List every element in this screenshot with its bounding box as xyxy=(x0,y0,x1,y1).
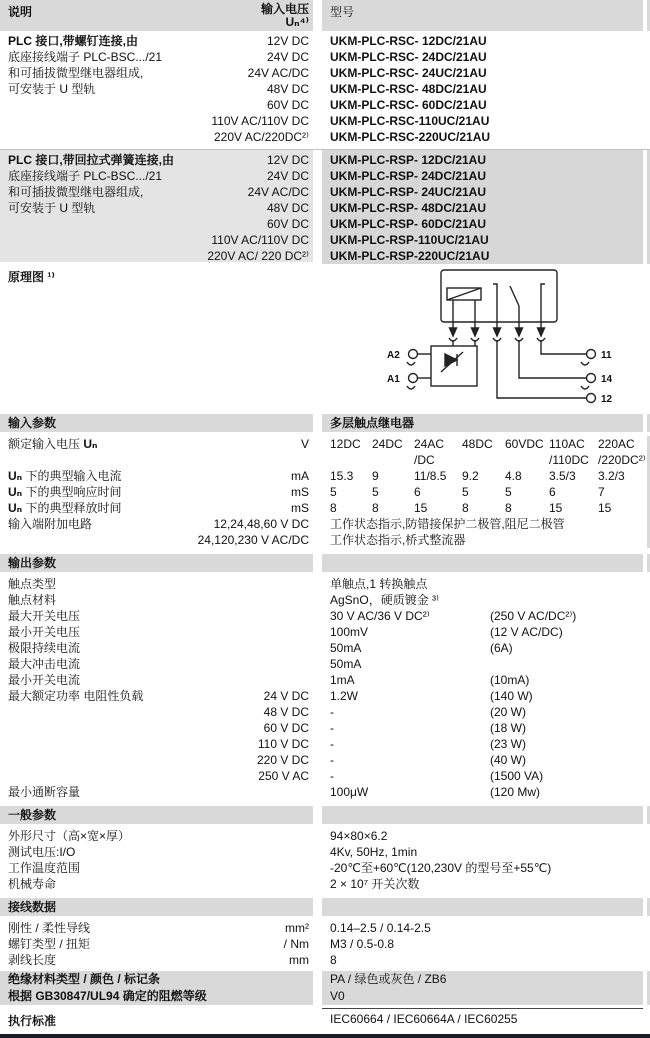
value-row: AgSnO，硬质镀金 ³⁾ xyxy=(330,593,439,607)
param-row: 250 V AC xyxy=(258,769,309,783)
value-row: - (18 W) xyxy=(330,721,526,735)
description-line: 可安装于 U 型轨 xyxy=(8,82,96,96)
param-row: 工作温度范围 xyxy=(8,861,81,875)
value-row: 50mA xyxy=(330,657,362,671)
wiring-data-content xyxy=(0,920,650,968)
value-row: - (40 W) xyxy=(330,753,526,767)
output-params-header-band xyxy=(0,554,650,572)
description-line: 可安装于 U 型轨 xyxy=(8,201,96,215)
value-row: 94×80×6.2 xyxy=(330,829,388,843)
product-group-rsp xyxy=(0,149,650,264)
model-number: UKM-PLC-RSP-220UC/21AU xyxy=(330,249,490,263)
value-row: 8 xyxy=(330,953,337,967)
param-row: 110 V DC xyxy=(257,737,309,751)
param-row xyxy=(0,516,313,532)
insulation-labels xyxy=(0,971,313,1005)
param-row: 最小通断容量 xyxy=(8,785,81,799)
model-number: UKM-PLC-RSC- 48DC/21AU xyxy=(330,82,487,96)
param-row xyxy=(0,468,313,484)
general-values xyxy=(322,828,643,892)
column-gap xyxy=(313,898,322,916)
col-header: 24DC xyxy=(372,437,403,451)
param-row: 触点材料 xyxy=(8,593,57,607)
param-row: 触点类型 xyxy=(8,577,57,591)
value-row: 50mA (6A) xyxy=(330,641,513,655)
column-gap xyxy=(313,554,322,572)
param-value: 24,120,230 V AC/DC xyxy=(197,533,309,547)
wiring-values xyxy=(322,920,643,968)
voltage-value: 48V DC xyxy=(266,201,309,215)
input-params-header-band xyxy=(0,414,650,432)
col-header: 48DC xyxy=(462,437,493,451)
col-header: 12DC xyxy=(330,437,361,451)
param-unit: mS xyxy=(291,485,309,499)
page-bottom-rule xyxy=(0,1034,650,1038)
param-row: 最大冲击电流 xyxy=(8,657,81,671)
input-labels xyxy=(0,436,313,548)
relay-table-row: 15.3 9 11/8.5 9.2 4.8 3.5/3 3.2/3 xyxy=(330,469,625,483)
input-params-content xyxy=(0,436,650,548)
header-left-cell xyxy=(0,0,313,31)
param-row: 外形尺寸（高×宽×厚） xyxy=(8,829,131,843)
schematic-label: 原理图 ¹⁾ xyxy=(8,270,55,284)
param-label: Uₙ 下的典型响应时间 xyxy=(8,485,122,499)
section-title-output-params: 输出参数 xyxy=(0,554,313,572)
voltage-value: 24V DC xyxy=(266,169,309,183)
terminal-label-a2: A2 xyxy=(387,350,400,361)
voltage-value: 60V DC xyxy=(266,98,309,112)
section-title-relay: 多层触点继电器 xyxy=(322,414,643,432)
output-labels xyxy=(0,576,313,800)
model-number: UKM-PLC-RSC- 24UC/21AU xyxy=(330,66,487,80)
param-unit: mA xyxy=(291,469,309,483)
param-row: 220 V DC xyxy=(256,753,309,767)
rsc-description xyxy=(8,33,162,97)
col-header: 24AC /DC xyxy=(414,437,445,467)
relay-table xyxy=(322,436,646,548)
value-row: 单触点,1 转换触点 xyxy=(330,577,428,591)
value-row: 2 × 10⁷ 开关次数 xyxy=(330,877,420,891)
param-row: 最小开关电流 xyxy=(8,673,81,687)
status-note: 工作状态指示,防错接保护二极管,阻尼二极管 xyxy=(330,517,565,531)
column-gap xyxy=(313,806,322,824)
param-row: 绝缘材料类型 / 颜色 / 标记条 xyxy=(8,972,161,986)
voltage-value: 110V AC/110V DC xyxy=(211,114,309,128)
section-bar-right xyxy=(322,806,643,824)
wiring-labels xyxy=(0,920,313,968)
model-number: UKM-PLC-RSC- 60DC/21AU xyxy=(330,98,487,112)
voltage-header-line1: 输入电压 xyxy=(260,2,309,16)
param-row: 60 V DC xyxy=(263,721,309,735)
rsc-model-list xyxy=(322,31,643,145)
param-label: Uₙ 下的典型输入电流 xyxy=(8,469,122,483)
rsc-voltage-list xyxy=(211,33,309,145)
model-number: UKM-PLC-RSC-110UC/21AU xyxy=(330,114,490,128)
value-row: 30 V AC/36 V DC²⁾ (250 V AC/DC²⁾) xyxy=(330,609,577,623)
param-unit: mS xyxy=(291,501,309,515)
param-row: 最大开关电压 xyxy=(8,609,81,623)
voltage-header-line2: Uₙ⁴⁾ xyxy=(285,15,309,29)
section-title-wiring-data: 接线数据 xyxy=(0,898,313,916)
voltage-value: 220V AC/220DC²⁾ xyxy=(214,130,309,144)
value-row: - (1500 VA) xyxy=(330,769,544,783)
terminal-label-12: 12 xyxy=(601,394,613,405)
general-labels xyxy=(0,828,313,892)
column-gap xyxy=(313,0,322,31)
product-group-rsc xyxy=(0,31,650,145)
terminal-label-a1: A1 xyxy=(387,374,400,385)
insulation-values xyxy=(322,971,643,1005)
value-row: M3 / 0.5-0.8 xyxy=(330,937,395,951)
rsp-voltage-list xyxy=(207,152,309,264)
param-row: 机械寿命 xyxy=(8,877,57,891)
column-gap xyxy=(313,436,322,548)
insulation-block xyxy=(0,971,650,1005)
param-unit: V xyxy=(300,437,309,451)
value-row: - (23 W) xyxy=(330,737,526,751)
column-gap xyxy=(313,31,322,145)
voltage-value: 24V AC/DC xyxy=(247,185,309,199)
value-row: 100μW (120 Mw) xyxy=(330,785,541,799)
relay-circuit-diagram xyxy=(383,266,633,406)
col-header: 110AC /110DC xyxy=(549,437,589,467)
col-header: 220AC /220DC²⁾ xyxy=(598,437,646,467)
model-number: UKM-PLC-RSP- 24UC/21AU xyxy=(330,185,487,199)
value-row: 1mA (10mA) xyxy=(330,673,530,687)
param-row xyxy=(0,484,313,500)
column-gap xyxy=(313,920,322,968)
model-number: UKM-PLC-RSP- 12DC/21AU xyxy=(330,153,487,167)
param-row xyxy=(0,532,313,548)
param-value: 12,24,48,60 V DC xyxy=(213,517,309,531)
terminal-label-14: 14 xyxy=(601,374,613,385)
voltage-value: 110V AC/110V DC xyxy=(211,233,309,247)
rsp-description-cell xyxy=(0,150,313,262)
column-gap xyxy=(313,971,322,1005)
value-row: 100mV (12 V AC/DC) xyxy=(330,625,563,639)
value-row: -20℃至+60℃(120,230V 的型号至+55℃) xyxy=(330,861,552,875)
model-number: UKM-PLC-RSC- 24DC/21AU xyxy=(330,50,487,64)
voltage-value: 12V DC xyxy=(266,153,309,167)
param-row: 剥线长度 mm xyxy=(8,953,309,967)
param-row: 最小开关电压 xyxy=(8,625,81,639)
schematic-section xyxy=(0,264,650,408)
voltage-value: 48V DC xyxy=(266,82,309,96)
model-column-header: 型号 xyxy=(330,5,355,19)
value-row: PA / 绿色或灰色 / ZB6 xyxy=(330,972,447,986)
model-number: UKM-PLC-RSP- 48DC/21AU xyxy=(330,201,487,215)
column-gap xyxy=(313,150,322,264)
param-row: 48 V DC xyxy=(263,705,309,719)
voltage-column-header xyxy=(261,3,309,29)
model-number: UKM-PLC-RSP-110UC/21AU xyxy=(330,233,489,247)
rsc-description-cell xyxy=(0,31,313,143)
value-row: 4Kv, 50Hz, 1min xyxy=(330,845,418,859)
voltage-value: 60V DC xyxy=(266,217,309,231)
value-row: - (20 W) xyxy=(330,705,526,719)
voltage-value: 220V AC/ 220 DC²⁾ xyxy=(207,249,309,263)
voltage-value: 24V DC xyxy=(266,50,309,64)
value-row: V0 xyxy=(330,989,345,1003)
status-note: 工作状态指示,桥式整流器 xyxy=(330,533,466,547)
description-line: PLC 接口,带螺钉连接,由 xyxy=(8,34,139,48)
terminal-label-11: 11 xyxy=(601,350,612,361)
param-row xyxy=(0,500,313,516)
relay-table-row: 5 5 6 5 5 6 7 xyxy=(330,485,605,499)
model-column-header-cell xyxy=(322,0,643,31)
relay-table-header xyxy=(330,436,646,468)
param-row xyxy=(0,436,313,468)
standards-value: IEC60664 / IEC60664A / IEC60255 xyxy=(322,1008,643,1032)
col-header: 60VDC xyxy=(505,437,544,451)
description-line: PLC 接口,带回拉式弹簧连接,由 xyxy=(8,153,175,167)
relay-table-row: 8 8 15 8 8 15 15 xyxy=(330,501,612,515)
param-label: 额定输入电压 Uₙ xyxy=(8,437,98,451)
model-number: UKM-PLC-RSP- 60DC/21AU xyxy=(330,217,487,231)
param-label: Uₙ 下的典型释放时间 xyxy=(8,501,122,515)
section-title-standards: 执行标准 xyxy=(8,1014,57,1028)
description-line: 和可插拔微型继电器组成, xyxy=(8,66,144,80)
description-line: 底座接线端子 PLC-BSC.../21 xyxy=(8,169,163,183)
param-row: 最大额定功率 电阻性负载 24 V DC xyxy=(8,689,309,703)
param-row: 极限持续电流 xyxy=(8,641,81,655)
section-bar-right xyxy=(322,898,643,916)
section-title-input-params: 输入参数 xyxy=(0,414,313,432)
column-gap xyxy=(313,576,322,800)
wiring-data-header-band xyxy=(0,898,650,916)
rsp-model-list xyxy=(322,150,643,264)
param-label: 输入端附加电路 xyxy=(8,517,93,531)
voltage-value: 24V AC/DC xyxy=(247,66,309,80)
rsp-description xyxy=(8,152,174,216)
param-row: 测试电压:I/O xyxy=(8,845,76,859)
general-params-content xyxy=(0,828,650,892)
model-number: UKM-PLC-RSC-220UC/21AU xyxy=(330,130,491,144)
value-row: 0.14–2.5 / 0.14-2.5 xyxy=(330,921,431,935)
section-bar-right xyxy=(322,554,643,572)
param-row: 根据 GB30847/UL94 确定的阻燃等级 xyxy=(8,989,207,1003)
model-number: UKM-PLC-RSP- 24DC/21AU xyxy=(330,169,487,183)
general-params-header-band xyxy=(0,806,650,824)
output-values xyxy=(322,576,643,800)
param-row: 螺钉类型 / 扭矩 / Nm xyxy=(8,937,309,951)
voltage-value: 12V DC xyxy=(266,34,309,48)
description-line: 和可插拔微型继电器组成, xyxy=(8,185,144,199)
column-gap xyxy=(313,828,322,892)
output-params-content xyxy=(0,576,650,800)
value-row: 1.2W (140 W) xyxy=(330,689,533,703)
column-gap xyxy=(313,414,322,432)
section-title-general-params: 一般参数 xyxy=(0,806,313,824)
param-row: 刚性 / 柔性导线 mm² xyxy=(8,921,309,935)
table-header-band xyxy=(0,0,650,31)
description-line: 底座接线端子 PLC-BSC.../21 xyxy=(8,50,163,64)
desc-column-header: 说明 xyxy=(8,5,33,19)
model-number: UKM-PLC-RSC- 12DC/21AU xyxy=(330,34,487,48)
